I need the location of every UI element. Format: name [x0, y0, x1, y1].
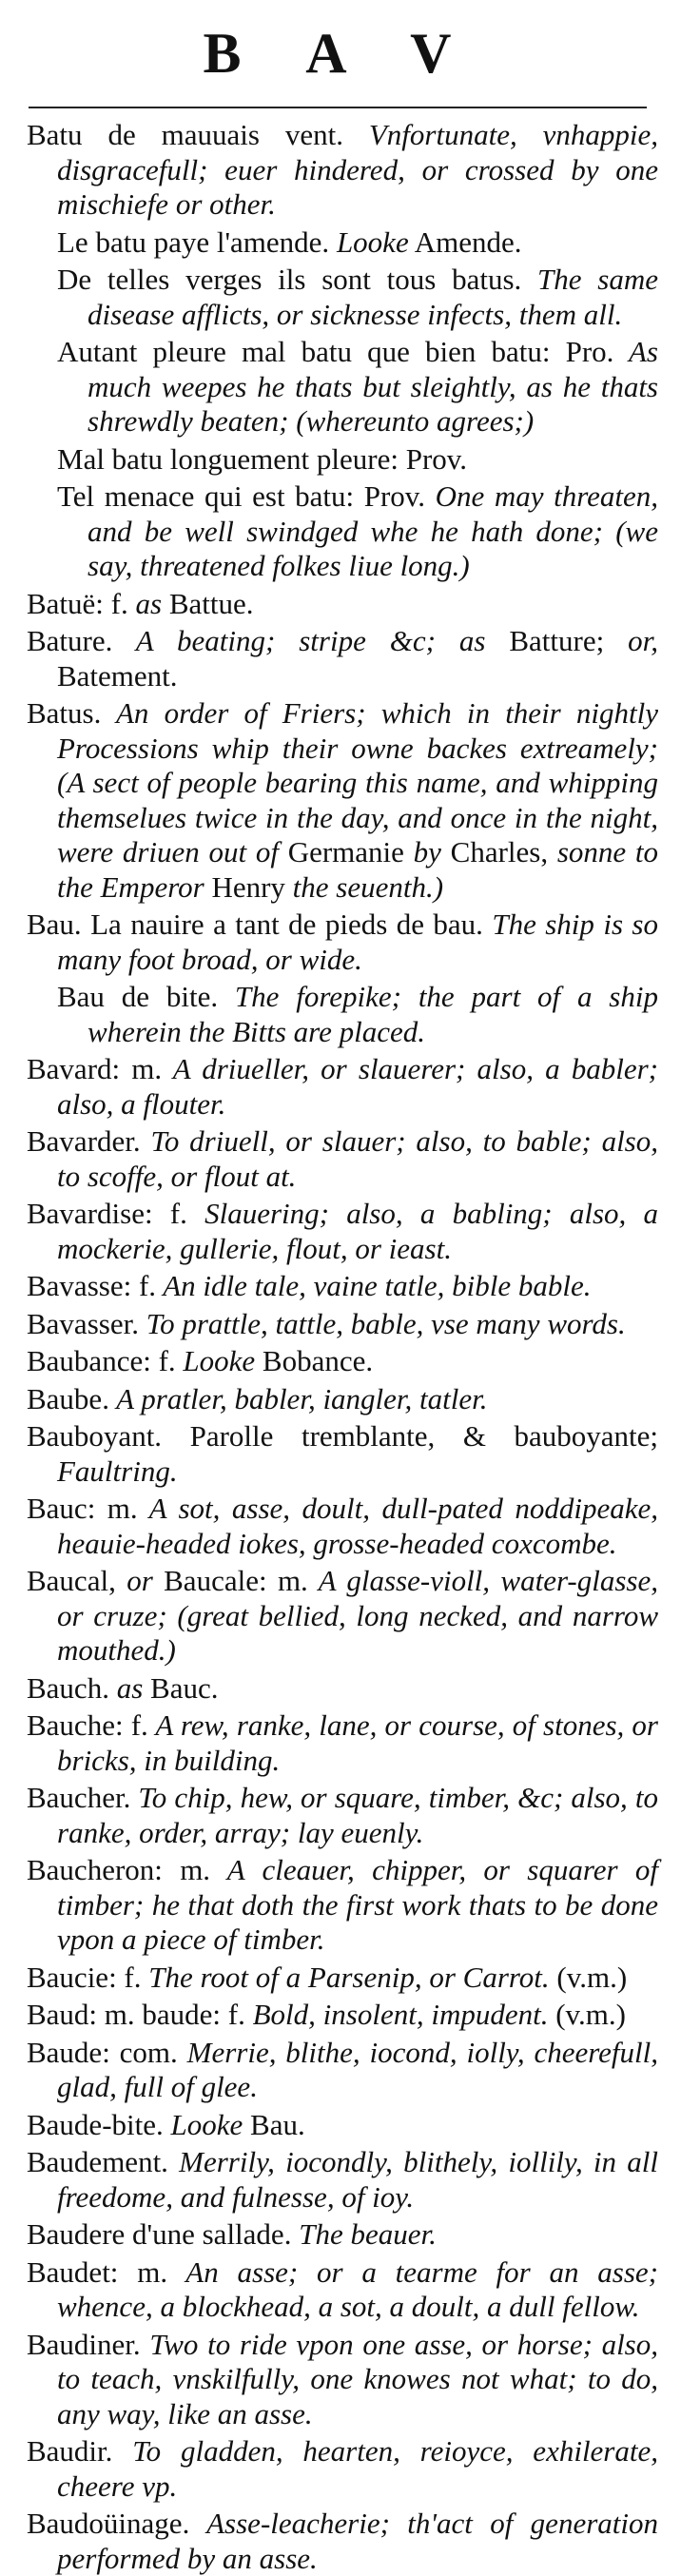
dictionary-entry [27, 1708, 658, 1778]
dictionary-entry [27, 1564, 658, 1669]
headword: Baubance: f. [27, 1344, 176, 1377]
dictionary-entry [27, 624, 658, 693]
page-header-letters: B A V [203, 21, 478, 85]
headword: Bavasser. [27, 1306, 139, 1340]
dictionary-entry [27, 1853, 658, 1958]
running-header [0, 0, 681, 107]
definition-text: as [127, 586, 163, 620]
definition-text: The forepike; the part of a ship wherein the Bitts are placed. [88, 980, 658, 1048]
roman-text: De telles verges ils sont tous batus. [57, 263, 522, 296]
dictionary-entry [27, 1998, 658, 2033]
definition-text: A rew, ranke, lane, or course, of stones, or bricks, in building. [57, 1708, 658, 1777]
definition-text: Slauering; also, a babling; also, a mockerie, gullerie, flout, or ieast. [57, 1197, 659, 1265]
roman-text: Bauc. [143, 1670, 219, 1705]
roman-text: Mal batu longuement pleure: Prov. [57, 441, 468, 476]
dictionary-entry [27, 2328, 658, 2432]
definition-text: Asse-leacherie; th'act of generation performed by an asse. [57, 2507, 658, 2575]
roman-text: Battue. [162, 586, 254, 620]
dictionary-entry [27, 1492, 658, 1561]
headword: Baucale: m. [152, 1564, 308, 1597]
definition-text: Faultring. [57, 1454, 178, 1488]
definition-text: The ship is so many foot broad, or wide. [57, 907, 659, 976]
definition-text: Looke [175, 1344, 256, 1377]
roman-text: Autant pleure mal batu que bien batu: Pro. [57, 335, 614, 368]
dictionary-entry [27, 1382, 658, 1417]
definition-text: the seuenth.) [284, 869, 444, 904]
definition-text: The same disease afflicts, or sicknesse infects, them all. [88, 263, 658, 331]
headword: Baudoüinage. [27, 2507, 190, 2540]
dictionary-entry [27, 2036, 658, 2105]
roman-text: Le batu paye l'amende. [57, 224, 330, 259]
headword: Batu de mauuais vent. [27, 118, 343, 151]
headword: Baucher. [27, 1781, 131, 1814]
headword: Baudement. [27, 2145, 168, 2178]
dictionary-entry [27, 696, 658, 905]
definition-text: One may threaten, and be well swindged whe he hath done; (we say, threatened folkes liue long.) [88, 479, 658, 582]
definition-text: An asse; or a tearme for an asse; whence, a blockhead, a sot, a doult, a dull fellow. [57, 2254, 658, 2323]
headword: Batus. [27, 696, 102, 730]
sub-entry [27, 335, 658, 439]
definition-text: To driuell, or slauer; also, to bable; also, to scoffe, or flout at. [57, 1124, 658, 1193]
definition-text: The root of a Parsenip, or Carrot. [141, 1960, 550, 1994]
headword: Baud: m. baude: f. [27, 1998, 245, 2031]
definition-text: Looke [329, 224, 409, 259]
sub-entry [27, 263, 658, 332]
definition-text: Looke [163, 2107, 243, 2141]
roman-text: (v.m.) [549, 1960, 628, 1994]
dictionary-entry [27, 1671, 658, 1707]
roman-text: Tel menace qui est batu: Prov. [57, 479, 426, 513]
dictionary-entry [27, 1269, 658, 1304]
headword: Baudir. [27, 2434, 113, 2468]
headword: Bauboyant. [27, 1419, 163, 1453]
dictionary-entry [27, 1124, 658, 1194]
sub-entry [27, 225, 658, 261]
dictionary-entry [27, 1052, 658, 1122]
dictionary-entry [27, 907, 658, 977]
headword: Baucie: f. [27, 1960, 142, 1994]
definition-text: A driueller, or slauerer; also, a babler; also, a flouter. [57, 1052, 658, 1121]
headword: Bau. La nauire a tant de pieds de bau. [27, 907, 483, 941]
headword: Bauc: m. [27, 1492, 138, 1525]
roman-text: Parolle tremblante, & bauboyante; [162, 1419, 658, 1453]
roman-text: Batement. [57, 658, 178, 693]
definition-text: A sot, asse, doult, dull-pated noddipeake, heauie-headed iokes, grosse-headed coxcombe. [57, 1492, 659, 1560]
definition-text: sonne to the Emperor [57, 835, 659, 904]
definition-text: Bold, insolent, impudent. [244, 1998, 549, 2031]
roman-text: Henry [204, 869, 285, 904]
dictionary-entry [27, 2255, 658, 2325]
headword: Baudere d'une sallade. [27, 2217, 292, 2251]
headword: Bauche: f. [27, 1708, 148, 1742]
dictionary-entry [27, 118, 658, 223]
dictionary-entry [27, 1197, 658, 1266]
roman-text: Bau. [243, 2107, 305, 2141]
headword: Baudiner. [27, 2327, 141, 2361]
headword: Bauch. [27, 1670, 109, 1705]
headword: Baude-bite. [27, 2107, 164, 2141]
headword: Batuë: f. [27, 586, 128, 620]
definition-text: An order of Friers; which in their nightly Processions whip their owne backes extreamely; (A sect of people bearing this name, and whipping themselues twice in the day, and once in the night, were driuen out of [57, 696, 658, 868]
dictionary-entry [27, 2434, 658, 2504]
definition-text: Merrie, blithe, iocond, iolly, cheerefull, glad, full of glee. [57, 2035, 658, 2103]
dictionary-entry [27, 2507, 658, 2576]
roman-text: Amende. [408, 224, 522, 259]
definition-text: The beauer. [291, 2217, 437, 2251]
roman-text: Batture; [485, 624, 605, 657]
headword: Bavarder. [27, 1124, 141, 1158]
definition-text: A cleauer, chipper, or squarer of timber; he that doth the first work thats to be done vpon a piece of timber. [57, 1853, 658, 1956]
headword: Baude: com. [27, 2035, 178, 2069]
definition-text: or, [604, 624, 658, 657]
dictionary-entry [27, 1307, 658, 1342]
headword: Baucheron: m. [27, 1853, 211, 1886]
definition-text: as [108, 1670, 144, 1705]
headword: Baucal, [27, 1564, 116, 1597]
definition-text: To chip, hew, or square, timber, &c; also, to ranke, order, array; lay euenly. [57, 1781, 658, 1849]
sub-entry [27, 442, 658, 478]
definition-text: or [115, 1564, 153, 1597]
definition-text: by [403, 835, 441, 868]
headword: Bavardise: f. [27, 1197, 187, 1230]
headword: Baudet: m. [27, 2254, 168, 2289]
definition-text: A pratler, babler, iangler, tatler. [108, 1381, 488, 1415]
sub-entry [27, 980, 658, 1049]
roman-text: Bobance. [255, 1344, 374, 1377]
dictionary-entry [27, 2108, 658, 2143]
definition-text: As much weepes he thats but sleightly, as he thats shrewdly beaten; (whereunto agrees;) [88, 335, 658, 438]
definition-text: Vnfortunate, vnhappie, disgracefull; euer hindered, or crossed by one mischiefe or other. [57, 118, 658, 221]
headword: Baube. [27, 1381, 109, 1415]
definition-text: Merrily, iocondly, blithely, iollily, in all freedome, and fulnesse, of ioy. [57, 2145, 658, 2214]
dictionary-entry [27, 1344, 658, 1379]
dictionary-entry [27, 2217, 658, 2253]
dictionary-entry [27, 1961, 658, 1996]
dictionary-entry [27, 1419, 658, 1489]
roman-text: (v.m.) [548, 1998, 626, 2031]
definition-text: An idle tale, vaine tatle, bible bable. [156, 1269, 592, 1302]
headword: Bavasse: f. [27, 1269, 157, 1302]
headword: Bature. [27, 624, 113, 657]
definition-text: A glasse-violl, water-glasse, or cruze; (great bellied, long necked, and narrow mouthed.) [57, 1564, 658, 1667]
dictionary-entry [27, 2145, 658, 2215]
dictionary-entry [27, 587, 658, 622]
definition-text: To gladden, hearten, reioyce, exhilerate, cheere vp. [57, 2434, 658, 2503]
definition-text: A beating; stripe &c; as [112, 624, 486, 657]
dictionary-entry [27, 1781, 658, 1850]
roman-text: Germanie [278, 835, 404, 868]
definition-text: Two to ride vpon one asse, or horse; also, to teach, vnskilfully, one knowes not what; to do, any way, like an asse. [57, 2327, 658, 2430]
roman-text: Charles, [440, 835, 549, 868]
roman-text: Bau de bite. [57, 980, 219, 1013]
sub-entry [27, 479, 658, 584]
definition-text: To prattle, tattle, bable, vse many words. [138, 1306, 626, 1340]
entry-list [0, 108, 681, 2576]
headword: Bavard: m. [27, 1052, 163, 1085]
